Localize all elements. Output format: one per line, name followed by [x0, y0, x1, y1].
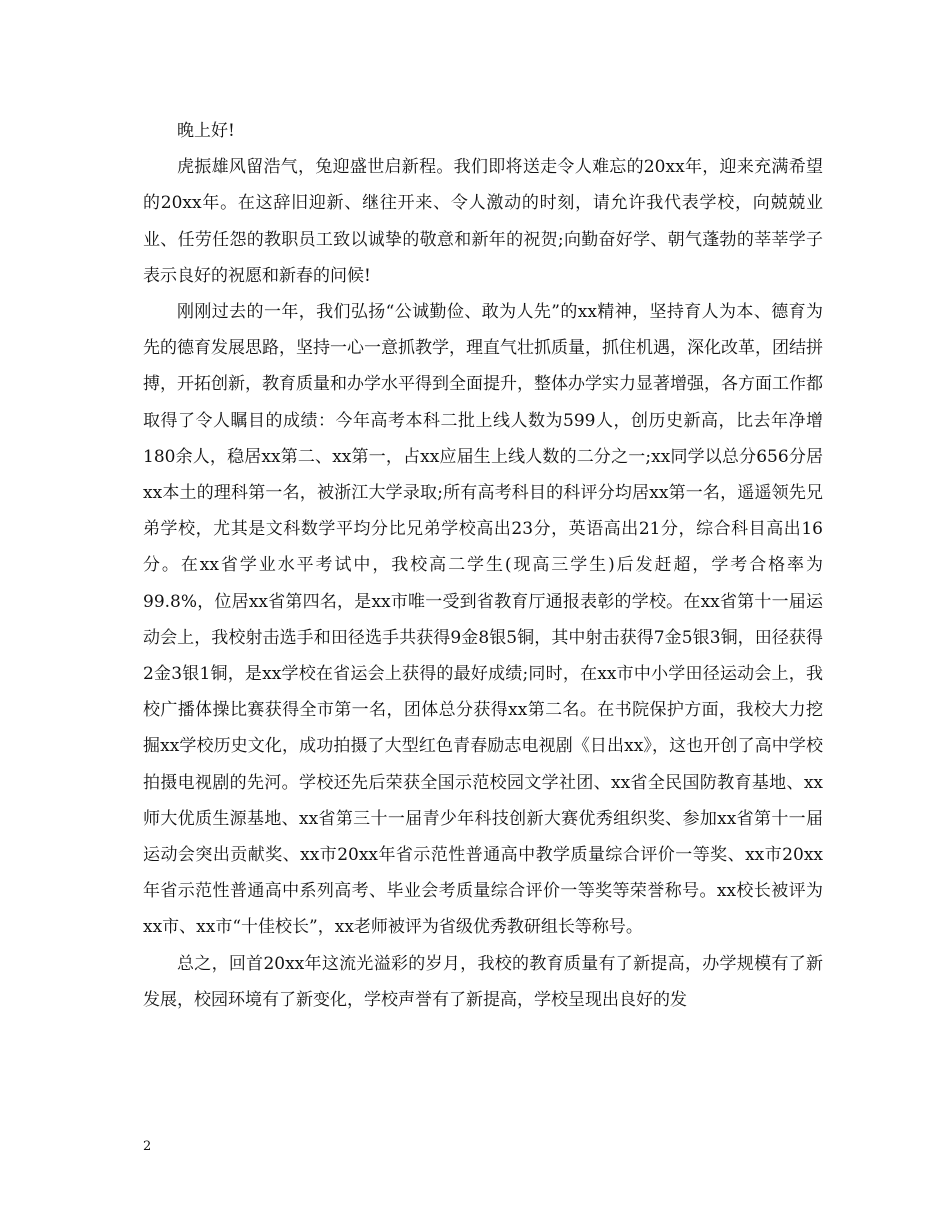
new-year-wishes-paragraph: 虎振雄风留浩气，兔迎盛世启新程。我们即将送走令人难忘的20xx年，迎来充满希望的20xx年。在这辞旧迎新、继往开来、令人激动的时刻，请允许我代表学校，向兢兢业业、任劳任怨的教职员工致以诚挚的敬意和新年的祝贺;向勤奋好学、朝气蓬勃的莘莘学子表示良好的祝愿和新春的问候!	[143, 157, 823, 286]
summary-paragraph: 总之，回首20xx年这流光溢彩的岁月，我校的教育质量有了新提高，办学规模有了新发展，校园环境有了新变化，学校声誉有了新提高，学校呈现出良好的发	[143, 953, 823, 1010]
page-number: 2	[143, 1139, 152, 1154]
greeting-paragraph: 晚上好!	[177, 121, 235, 141]
document-body	[143, 113, 823, 1018]
achievements-paragraph: 刚刚过去的一年，我们弘扬“公诚勤俭、敢为人先”的xx精神，坚持育人为本、德育为先的德育发展思路，坚持一心一意抓教学，理直气壮抓质量，抓住机遇，深化改革，团结拼搏，开拓创新，教育质量和办学水平得到全面提升，整体办学实力显著增强，各方面工作都取得了令人瞩目的成绩：今年高考本科二批上线人数为599人，创历史新高，比去年净增180余人，稳居xx第二、xx第一，占xx应届生上线人数的二分之一;xx同学以总分656分居xx本土的理科第一名，被浙江大学录取;所有高考科目的科评分均居xx第一名，遥遥领先兄弟学校，尤其是文科数学平均分比兄弟学校高出23分，英语高出21分，综合科目高出16分。在xx省学业水平考试中，我校高二学生(现高三学生)后发赶超，学考合格率为99.8%，位居xx省第四名，是xx市唯一受到省教育厅通报表彰的学校。在xx省第十一届运动会上，我校射击选手和田径选手共获得9金8银5铜，其中射击获得7金5银3铜，田径获得2金3银1铜，是xx学校在省运会上获得的最好成绩;同时，在xx市中小学田径运动会上，我校广播体操比赛获得全市第一名，团体总分获得xx第二名。在书院保护方面，我校大力挖掘xx学校历史文化，成功拍摄了大型红色青春励志电视剧《日出xx》，这也开创了高中学校拍摄电视剧的先河。学校还先后荣获全国示范校园文学社团、xx省全民国防教育基地、xx师大优质生源基地、xx省第三十一届青少年科技创新大赛优秀组织奖、参加xx省第十一届运动会突出贡献奖、xx市20xx年省示范性普通高中教学质量综合评价一等奖、xx市20xx年省示范性普通高中系列高考、毕业会考质量综合评价一等奖等荣誉称号。xx校长被评为xx市、xx市“十佳校长”，xx老师被评为省级优秀教研组长等称号。	[143, 302, 823, 938]
